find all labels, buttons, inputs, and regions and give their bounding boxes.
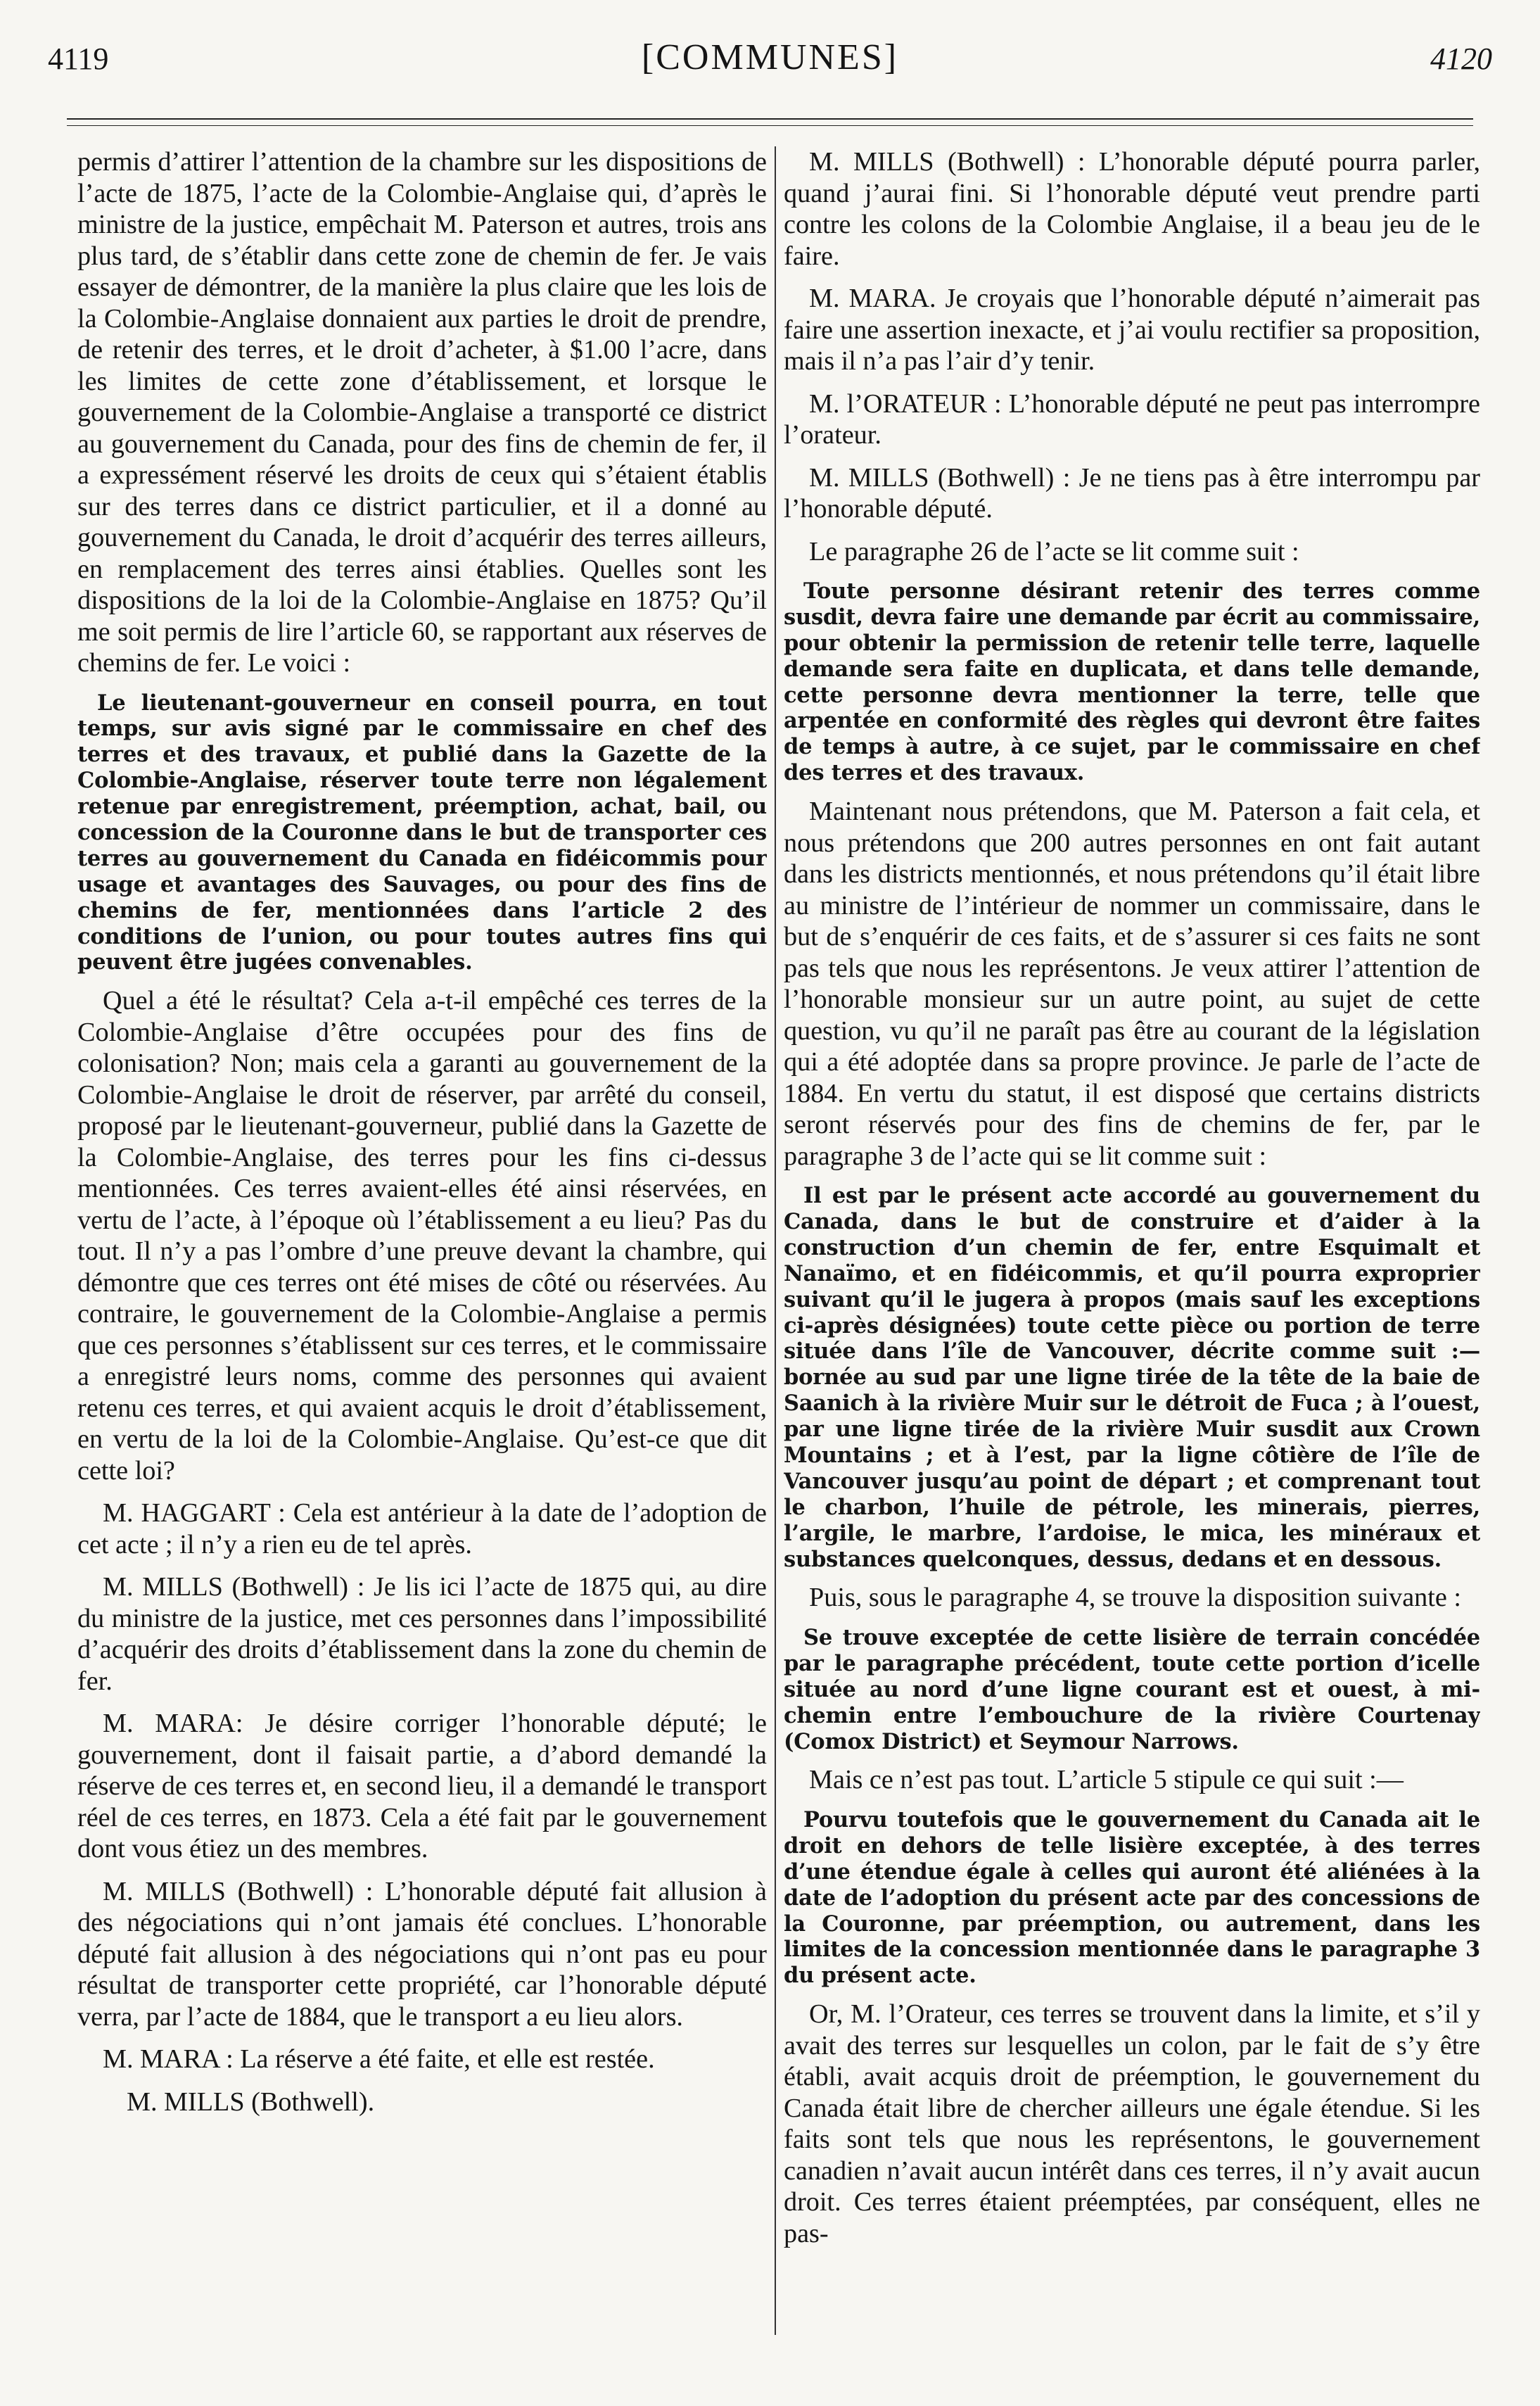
left-column	[77, 146, 767, 2370]
right-paragraph-mara: M. MARA. Je croyais que l’honorable député n’aimerait pas faire une assertion inexacte, et j’ai voulu rectifier sa proposition, mais il n’a pas l’air d’y tenir.	[784, 284, 1480, 376]
running-title: [COMMUNES]	[641, 37, 899, 77]
column-divider	[775, 146, 776, 2335]
right-paragraph-final: Or, M. l’Orateur, ces terres se trouvent dans la limite, et s’il y avait des terres sur lesquelles un colon, par le fait de s’y être établi, avait acquis droit de préemption, le gouvernement du Canada était libre de chercher ailleurs une égale étendue. Si les faits sont tels que nous les représentons, le gouvernement canadien n’avait aucun intérêt dans ces terres, il n’y avait aucun droit. Ces terres étaient préemptées, par conséquent, elles ne pas-	[784, 1999, 1480, 2248]
right-paragraph-orateur: M. l’ORATEUR : L’honorable député ne peut pas interrompre l’orateur.	[784, 388, 1480, 450]
right-column	[784, 146, 1480, 2370]
left-paragraph-mara-1: M. MARA: Je désire corriger l’honorable député; le gouvernement, dont il faisait partie, a d’abord demandé la réserve de ces terres et, en second lieu, il a demandé le transport réel de ces terres, en 1873. Cela a été fait par le gouvernement dont vous étiez un des membres.	[77, 1709, 767, 1864]
right-paragraph-paterson: Maintenant nous prétendons, que M. Paterson a fait cela, et nous prétendons que 200 autres personnes en ont fait autant dans les districts mentionnés, et nous prétendons qu’il était libre au ministre de l’intérieur de nommer un commissaire, dans le but de s’enquérir de ces faits, et de s’assurer si ces faits ne sont pas tels que nous les représentons. Je veux attirer l’attention de l’honorable monsieur sur un autre point, au sujet de cette question, vu qu’il ne paraît pas être au courant de la législation qui a été adoptée dans sa propre province. Je parle de l’acte de 1884. En vertu du statut, il est disposé que certains districts seront réservés pour des fins de chemins de fer, par le paragraphe 3 de l’acte qui se lit comme suit :	[784, 797, 1480, 1171]
right-paragraph-intro-4: Puis, sous le paragraphe 4, se trouve la disposition suivante :	[809, 1583, 1461, 1613]
left-quote-article-60: Le lieutenant-gouverneur en conseil pourra, en tout temps, sur avis signé par le commissaire en chef des terres et des travaux, et publié dans la Gazette de la Colombie-Anglaise, réserver toute terre non légalement retenue par enregistrement, préemption, achat, bail, ou concession de la Couronne dans le but de transporter ces terres au gouvernement du Canada en fidéicommis pour usage et avantages des Sauvages, ou pour des fins de chemins de fer, mentionnées dans l’article 2 des conditions de l’union, ou pour toutes autres fins qui peuvent être jugées convenables.	[77, 690, 767, 975]
left-paragraph-mara-2: M. MARA : La réserve a été faite, et elle est restée.	[103, 2044, 655, 2075]
right-paragraph-mills-2: M. MILLS (Bothwell) : Je ne tiens pas à être interrompu par l’honorable député.	[784, 462, 1480, 524]
left-paragraph-2: Quel a été le résultat? Cela a-t-il empêché ces terres de la Colombie-Anglaise d’être occupées pour des fins de colonisation? Non; mais cela a garanti au gouvernement de la Colombie-Anglaise le droit de réserver, par arrêté du conseil, proposé par le lieutenant-gouverneur, publié dans la Gazette de la Colombie-Anglaise, des terres pour les fins ci-dessus mentionnées. Ces terres avaient-elles été ainsi réservées, en vertu de l’acte, à l’époque où l’établissement a eu lieu? Pas du tout. Il n’y a pas l’ombre d’une preuve devant la chambre, qui démontre que ces terres ont été mises de côté ou réservées. Au contraire, le gouvernement de la Colombie-Anglaise a permis que ces personnes s’établissent sur ces terres, et le commissaire a enregistré leurs noms, comme des personnes qui avaient retenu ces terres, et qui avaient acquis le droit d’établissement, en vertu de la loi de la Colombie-Anglaise. Qu’est-ce que dit cette loi?	[77, 986, 767, 1486]
page-header	[42, 37, 1498, 93]
right-quote-article-5: Pourvu toutefois que le gouvernement du Canada ait le droit en dehors de telle lisière exceptée, à des terres d’une étendue égale à celles qui auront été aliénées à la date de l’adoption du présent acte par des concessions de la Couronne, par préemption, ou autrement, dans les limites de la concession mentionnée dans le paragraphe 3 du présent acte.	[784, 1806, 1480, 1989]
page-number-right: 4120	[1430, 42, 1492, 76]
right-quote-paragraph-26: Toute personne désirant retenir des terres comme susdit, devra faire une demande par écrit au commissaire, pour obtenir la permission de retenir telle terre, laquelle demande sera faite en duplicata, et dans telle demande, cette personne devra mentionner la terre, telle que arpentée en conformité des règles qui devront être faites de temps à autre, à ce sujet, par le commissaire en chef des terres et des travaux.	[784, 578, 1480, 786]
left-paragraph-1: permis d’attirer l’attention de la chambre sur les dispositions de l’acte de 1875, l’acte de la Colombie-Anglaise qui, d’après le ministre de la justice, empêchait M. Paterson et autres, trois ans plus tard, de s’établir dans cette zone de chemin de fer. Je vais essayer de démontrer, de la manière la plus claire que les lois de la Colombie-Anglaise donnaient aux parties le droit de prendre, de retenir des terres, et le droit d’acheter, à $1.00 l’acre, dans les limites de cette zone d’établissement, et lorsque le gouvernement de la Colombie-Anglaise a transporté ce district au gouvernement du Canada, pour des fins de chemin de fer, il a expressément réservé les droits de ceux qui s’étaient établis sur des terres dans ce district particulier, et il a donné au gouvernement du Canada, le droit d’acquérir des terres ailleurs, en remplacement des terres ainsi établies. Quelles sont les dispositions de la loi de la Colombie-Anglaise en 1875? Qu’il me soit permis de lire l’article 60, se rapportant aux réserves de chemins de fer. Le voici :	[77, 147, 767, 678]
header-rule-top	[67, 118, 1473, 120]
left-paragraph-mills-3: M. MILLS (Bothwell).	[127, 2087, 375, 2117]
right-quote-paragraph-4: Se trouve exceptée de cette lisière de terrain concédée par le paragraphe précédent, toute cette portion d’icelle située au nord d’une ligne courant est et ouest, à mi-chemin entre l’embouchure de la rivière Courtenay (Comox District) et Seymour Narrows.	[784, 1624, 1480, 1754]
left-paragraph-mills-2: M. MILLS (Bothwell) : L’honorable député fait allusion à des négociations qui n’ont jamais été conclues. L’honorable député fait allusion à des négociations qui n’ont pas eu pour résultat de transporter cette propriété, car l’honorable député verra, par l’acte de 1884, que le transport a eu lieu alors.	[77, 1876, 767, 2032]
left-paragraph-mills-1: M. MILLS (Bothwell) : Je lis ici l’acte de 1875 qui, au dire du ministre de la justice, met ces personnes dans l’impossibilité d’acquérir des droits d’établissement dans la zone du chemin de fer.	[77, 1572, 767, 1696]
page-number-left: 4119	[48, 42, 109, 76]
right-quote-paragraph-3: Il est par le présent acte accordé au gouvernement du Canada, dans le but de construire et d’aider à la construction d’un chemin de fer, entre Esquimalt et Nanaïmo, et en fidéicommis, et qu’il pourra exproprier suivant qu’il le jugera à propos (mais sauf les exceptions ci-après désignées) toute cette pièce ou portion de terre située dans l’île de Vancouver, décrite comme suit :—bornée au sud par une ligne tirée de la tête de la baie de Saanich à la rivière Muir sur le détroit de Fuca ; à l’ouest, par une ligne tirée de la rivière Muir susdit aux Crown Mountains ; et à l’est, par la ligne côtière de l’île de Vancouver jusqu’au point de départ ; et comprenant tout le charbon, l’huile de pétrole, les minerais, pierres, l’argile, le marbre, l’ardoise, le mica, les minéraux et substances quelconques, dessus, dedans et en dessous.	[784, 1183, 1480, 1572]
right-paragraph-intro-5: Mais ce n’est pas tout. L’article 5 stipule ce qui suit :—	[809, 1765, 1404, 1795]
right-paragraph-mills-1: M. MILLS (Bothwell) : L’honorable député pourra parler, quand j’aurai fini. Si l’honorable député veut prendre parti contre les colons de la Colombie Anglaise, il a beau jeu de le faire.	[784, 147, 1480, 271]
right-paragraph-intro-26: Le paragraphe 26 de l’acte se lit comme suit :	[809, 536, 1299, 566]
left-paragraph-haggart: M. HAGGART : Cela est antérieur à la date de l’adoption de cet acte ; il n’y a rien eu de tel après.	[77, 1498, 767, 1559]
header-rule-bottom	[67, 125, 1473, 126]
